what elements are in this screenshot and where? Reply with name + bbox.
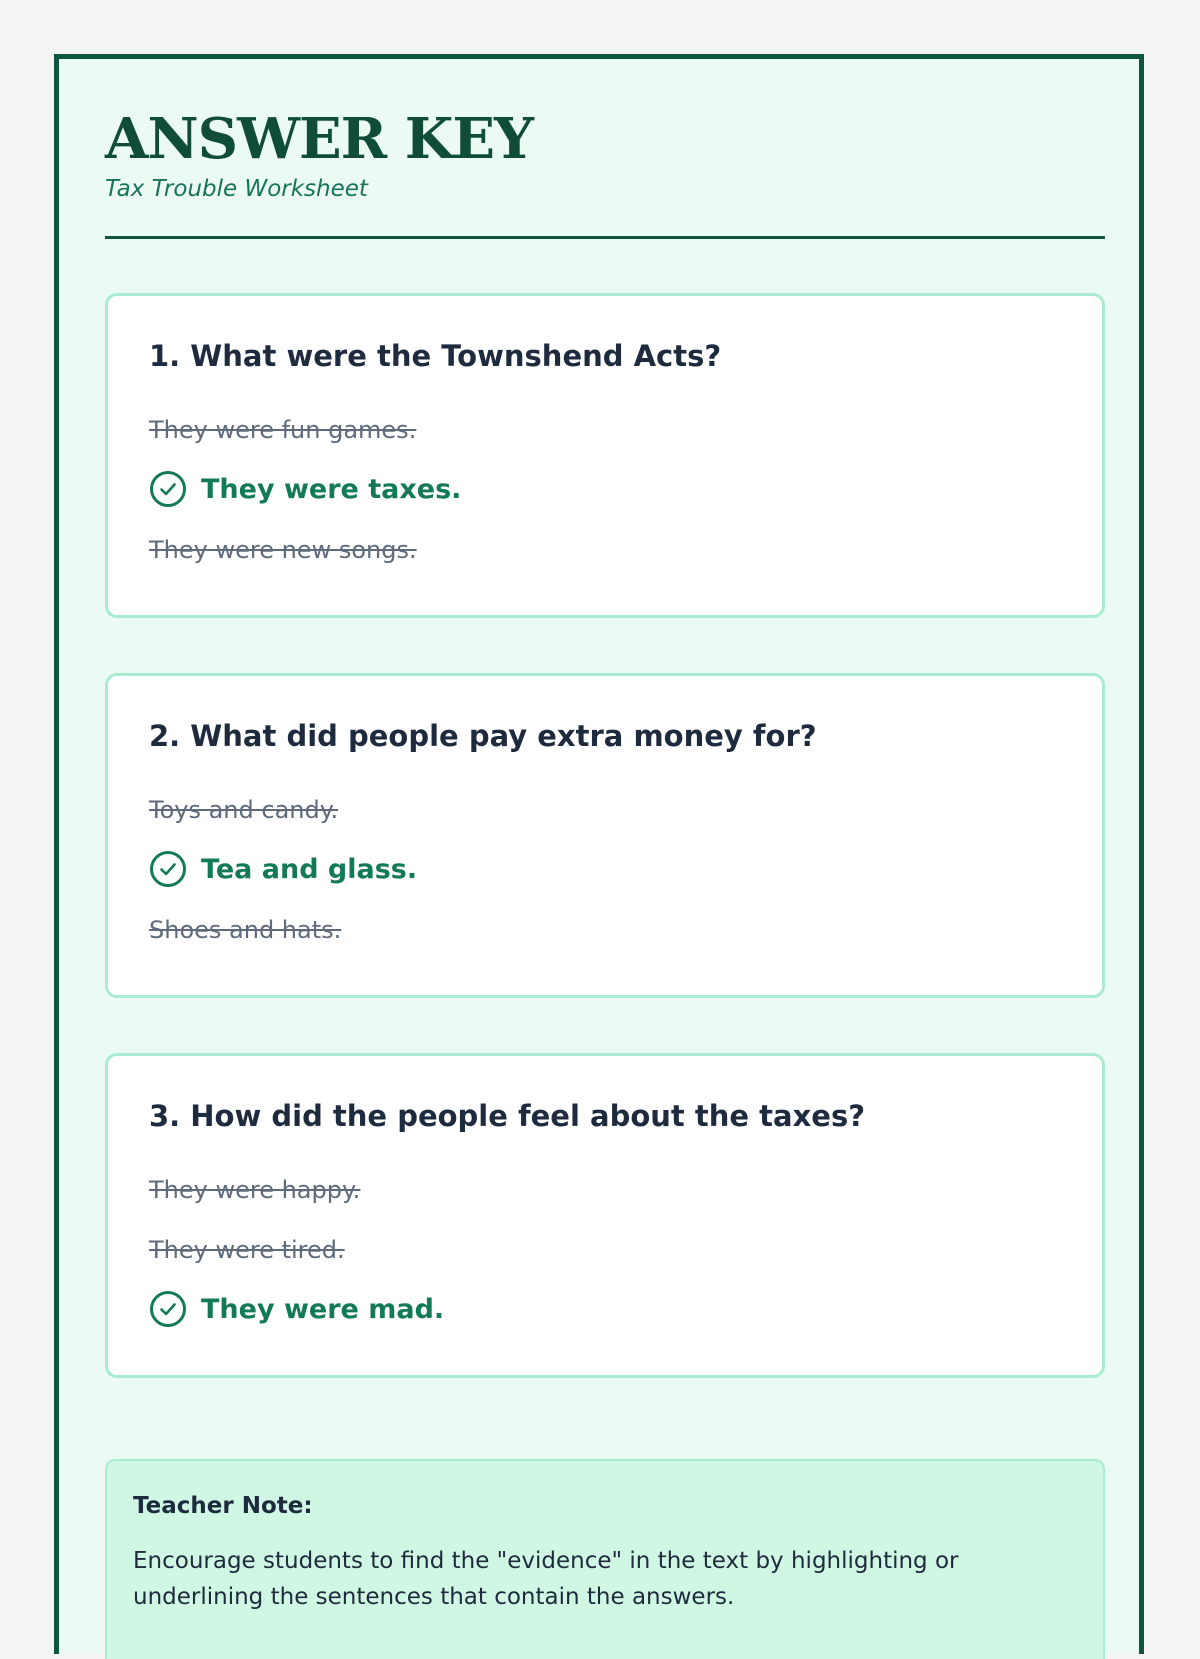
header: [105, 107, 1105, 203]
answer-option-incorrect: Shoes and hats.: [149, 916, 342, 944]
check-circle-icon: [149, 850, 187, 888]
question-text: 1. What were the Townshend Acts?: [149, 339, 722, 373]
answer-option-incorrect: They were fun games.: [149, 416, 417, 444]
teacher-note-title: Teacher Note:: [133, 1493, 313, 1519]
answer-option-correct: [149, 470, 461, 510]
check-circle-icon: [149, 470, 187, 508]
answer-option-incorrect: They were happy.: [149, 1176, 361, 1204]
answer-option-incorrect: They were new songs.: [149, 536, 417, 564]
answer-option-label: They were mad.: [201, 1294, 445, 1325]
answer-option-incorrect: They were tired.: [149, 1236, 345, 1264]
page-title: ANSWER KEY: [105, 106, 534, 172]
question-card-2: [105, 673, 1105, 998]
answer-key-sheet: [54, 54, 1144, 1654]
header-divider: [105, 236, 1105, 239]
answer-option-correct: [149, 850, 417, 890]
teacher-note-body: Encourage students to find the "evidence" in the text by highlighting or underlining the sentences that contain the answers.: [133, 1548, 959, 1610]
question-text: 2. What did people pay extra money for?: [149, 719, 817, 753]
answer-option-label: They were taxes.: [201, 474, 462, 505]
answer-option-incorrect: Toys and candy.: [149, 796, 339, 824]
check-circle-icon: [149, 1290, 187, 1328]
answer-option-correct: [149, 1290, 444, 1330]
question-card-3: [105, 1053, 1105, 1378]
page-subtitle: Tax Trouble Worksheet: [105, 176, 368, 202]
question-card-1: [105, 293, 1105, 618]
answer-option-label: Tea and glass.: [201, 854, 418, 885]
teacher-note: [105, 1459, 1105, 1659]
question-text: 3. How did the people feel about the taxes?: [149, 1099, 866, 1133]
